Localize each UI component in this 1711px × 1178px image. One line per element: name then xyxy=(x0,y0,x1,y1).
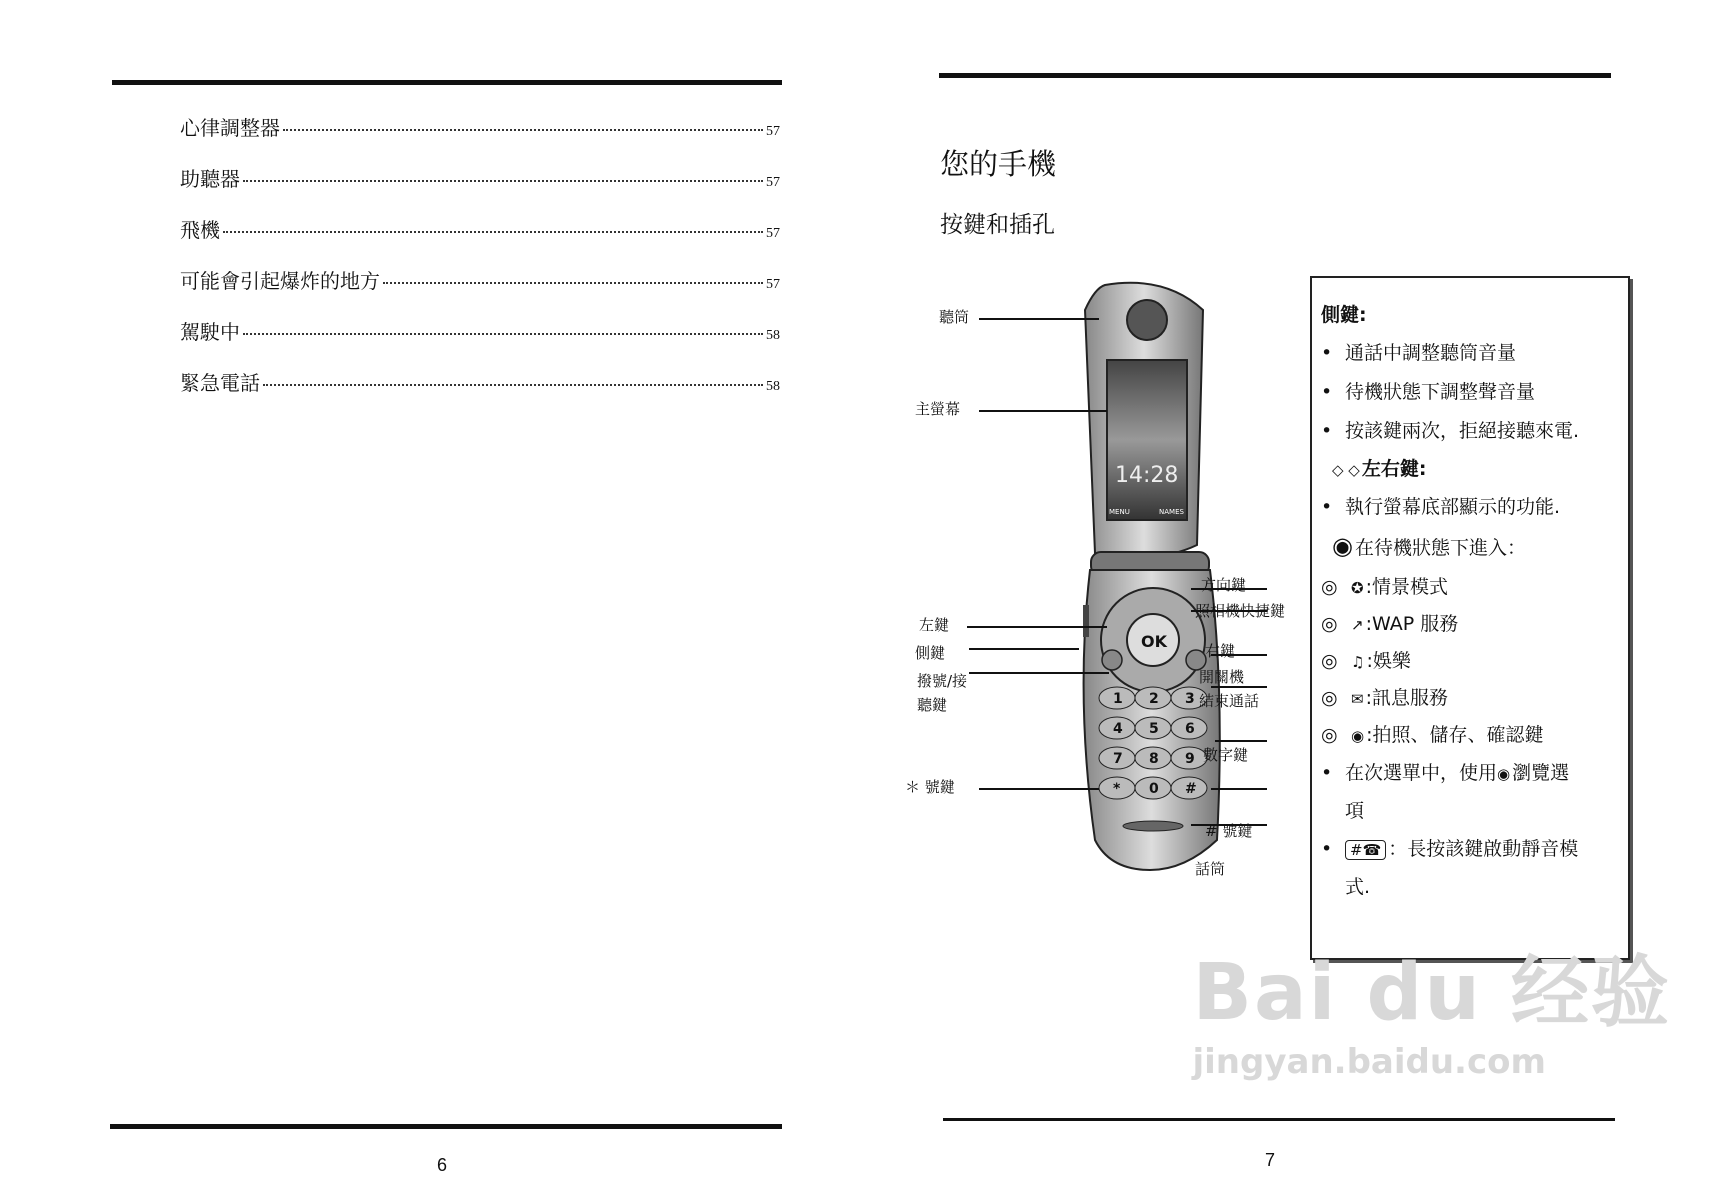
toc-entry[interactable] xyxy=(180,214,780,265)
watermark-url: jingyan.baidu.com xyxy=(1192,1042,1546,1082)
top-rule xyxy=(112,80,782,85)
page-number: 6 xyxy=(437,1155,448,1175)
callout-main-screen: 主螢幕 xyxy=(915,400,961,418)
music-icon: ♫ xyxy=(1351,653,1365,671)
nav-label: 在待機狀態下進入： xyxy=(1354,537,1526,559)
callout-dial-key-line2: 聽鍵 xyxy=(917,696,948,714)
nav-item xyxy=(1321,646,1411,673)
toc-leader xyxy=(383,282,763,284)
callout-line xyxy=(967,626,1107,628)
envelope-icon: ✉ xyxy=(1351,690,1364,708)
key-0-label: 0 xyxy=(1149,781,1159,797)
callout-line xyxy=(969,648,1079,650)
list-item-text: 在次選單中，使用 xyxy=(1345,762,1498,784)
key-2-label: 2 xyxy=(1149,691,1159,707)
left-page xyxy=(0,0,855,1178)
page-title: 您的手機 xyxy=(940,147,1057,181)
toc-title: 緊急電話 xyxy=(180,371,260,395)
toc-page: 57 xyxy=(766,175,780,190)
bottom-rule xyxy=(110,1124,782,1129)
list-item-continued: 式. xyxy=(1345,876,1371,898)
callout-star-key: ＊ 號鍵 xyxy=(905,778,955,796)
nav-item-text: :訊息服務 xyxy=(1365,687,1448,709)
callout-camera-key: 照相機快捷鍵 xyxy=(1195,602,1286,620)
toc-leader xyxy=(223,231,763,233)
watermark-logo: Bai du 经验 xyxy=(1192,948,1671,1038)
double-circle-icon: ◎ xyxy=(1321,576,1338,598)
callout-line xyxy=(979,410,1107,412)
key-star-label: * xyxy=(1113,781,1121,797)
callout-power-key-line2: 結束通話 xyxy=(1199,692,1260,710)
toc-leader xyxy=(283,129,763,131)
toc-title: 飛機 xyxy=(180,218,220,242)
list-item xyxy=(1321,338,1516,365)
toc-entry[interactable] xyxy=(180,265,780,316)
ok-label: OK xyxy=(1141,632,1167,651)
toc-entry[interactable] xyxy=(180,367,780,418)
key-6-label: 6 xyxy=(1185,721,1195,737)
bullet: • xyxy=(1321,381,1333,403)
toc-page: 57 xyxy=(766,124,780,139)
callout-line xyxy=(1211,788,1267,790)
list-item-text: 瀏覽選 xyxy=(1512,762,1570,784)
key-hash-label: # xyxy=(1185,781,1197,797)
key-4-label: 4 xyxy=(1113,721,1123,737)
bullet: • xyxy=(1321,838,1333,860)
toc-page: 57 xyxy=(766,226,780,241)
send-key xyxy=(1102,650,1122,670)
toc-entry[interactable] xyxy=(180,316,780,367)
screen-soft-left: MENU xyxy=(1109,508,1130,516)
callout-line xyxy=(979,318,1099,320)
key-5-label: 5 xyxy=(1149,721,1159,737)
bullet: • xyxy=(1321,496,1333,518)
double-circle-icon: ◎ xyxy=(1321,650,1338,672)
profile-icon: ✪ xyxy=(1351,579,1364,597)
nav-key-icon: ◉ xyxy=(1332,532,1353,560)
nav-heading xyxy=(1332,532,1526,560)
list-item-continued: 項 xyxy=(1345,800,1365,822)
nav-item xyxy=(1321,683,1448,710)
callout-side-key: 側鍵 xyxy=(915,644,946,662)
top-rule xyxy=(939,73,1611,78)
ok-icon: ◉ xyxy=(1351,727,1365,745)
toc-title: 可能會引起爆炸的地方 xyxy=(180,269,380,293)
callout-power-key: 開關機 xyxy=(1199,668,1245,686)
right-page xyxy=(855,0,1711,1178)
bullet: • xyxy=(1321,342,1333,364)
screen-soft-right: NAMES xyxy=(1159,508,1184,516)
screen-time: 14:28 xyxy=(1115,463,1179,488)
nav-item xyxy=(1321,572,1448,599)
callout-direction-key: 方向鍵 xyxy=(1201,576,1247,594)
toc-leader xyxy=(263,384,763,386)
table-of-contents xyxy=(180,112,780,418)
nav-item-text: :拍照、儲存、確認鍵 xyxy=(1366,724,1544,746)
nav-item-text: :娛樂 xyxy=(1366,650,1411,672)
bullet: • xyxy=(1321,420,1333,442)
toc-leader xyxy=(243,180,763,182)
list-item xyxy=(1321,416,1579,443)
callout-microphone: 話筒 xyxy=(1195,860,1226,878)
toc-entry[interactable] xyxy=(180,112,780,163)
callout-dial-key: 撥號/接 xyxy=(917,672,968,690)
bullet: • xyxy=(1321,762,1333,784)
info-box-title: 側鍵: xyxy=(1321,304,1367,326)
list-item xyxy=(1321,834,1578,861)
double-circle-icon: ◎ xyxy=(1321,613,1338,635)
callout-number-keys: 數字鍵 xyxy=(1203,746,1249,764)
toc-title: 駕駛中 xyxy=(180,320,240,344)
list-item-text: ：長按該鍵啟動靜音模 xyxy=(1388,838,1579,860)
list-item-text: 執行螢幕底部顯示的功能. xyxy=(1345,496,1561,518)
toc-page: 58 xyxy=(766,328,780,343)
bottom-rule xyxy=(943,1118,1615,1121)
key-3-label: 3 xyxy=(1185,691,1195,707)
side-key xyxy=(1083,605,1089,637)
key-info-box xyxy=(1310,276,1630,960)
callout-line xyxy=(979,788,1099,790)
callout-right-key: 右鍵 xyxy=(1205,642,1236,660)
nav-item xyxy=(1321,609,1458,636)
callout-hash-key: # 號鍵 xyxy=(1205,822,1253,840)
list-item xyxy=(1321,377,1535,404)
key-1-label: 1 xyxy=(1113,691,1123,707)
double-circle-icon: ◎ xyxy=(1321,687,1338,709)
main-screen-display xyxy=(1107,360,1187,520)
callout-line xyxy=(969,672,1109,674)
list-item xyxy=(1321,758,1569,785)
watermark xyxy=(1193,930,1672,1082)
callout-left-key: 左鍵 xyxy=(919,616,950,634)
wap-icon: ↗ xyxy=(1351,616,1364,634)
nav-item-text: :情景模式 xyxy=(1365,576,1448,598)
nav-item-text: :WAP 服務 xyxy=(1365,613,1459,635)
toc-title: 心律調整器 xyxy=(180,116,280,140)
soft-keys-icon: ◇ ◇ xyxy=(1332,461,1360,479)
hash-key-icon: #☎ xyxy=(1345,840,1386,860)
toc-page: 57 xyxy=(766,277,780,292)
list-item xyxy=(1321,492,1560,519)
list-item-text: 待機狀態下調整聲音量 xyxy=(1345,381,1536,403)
earpiece-speaker xyxy=(1127,300,1167,340)
toc-leader xyxy=(243,333,763,335)
list-item-text: 通話中調整聽筒音量 xyxy=(1345,342,1517,364)
callout-line xyxy=(1215,740,1267,742)
toc-entry[interactable] xyxy=(180,163,780,214)
toc-title: 助聽器 xyxy=(180,167,240,191)
key-7-label: 7 xyxy=(1113,751,1123,767)
callout-earpiece: 聽筒 xyxy=(939,308,970,326)
soft-keys-heading xyxy=(1332,454,1426,481)
list-item-text: 按該鍵兩次，拒絕接聽來電. xyxy=(1345,420,1580,442)
double-circle-icon: ◎ xyxy=(1321,724,1338,746)
nav-key-icon: ◉ xyxy=(1497,765,1511,783)
microphone-grille xyxy=(1123,821,1183,831)
section-title: 按鍵和插孔 xyxy=(940,212,1055,238)
toc-page: 58 xyxy=(766,379,780,394)
key-9-label: 9 xyxy=(1185,751,1195,767)
soft-keys-label: 左右鍵: xyxy=(1361,458,1427,480)
key-8-label: 8 xyxy=(1149,751,1159,767)
page-number: 7 xyxy=(1265,1150,1276,1170)
nav-item xyxy=(1321,720,1544,747)
